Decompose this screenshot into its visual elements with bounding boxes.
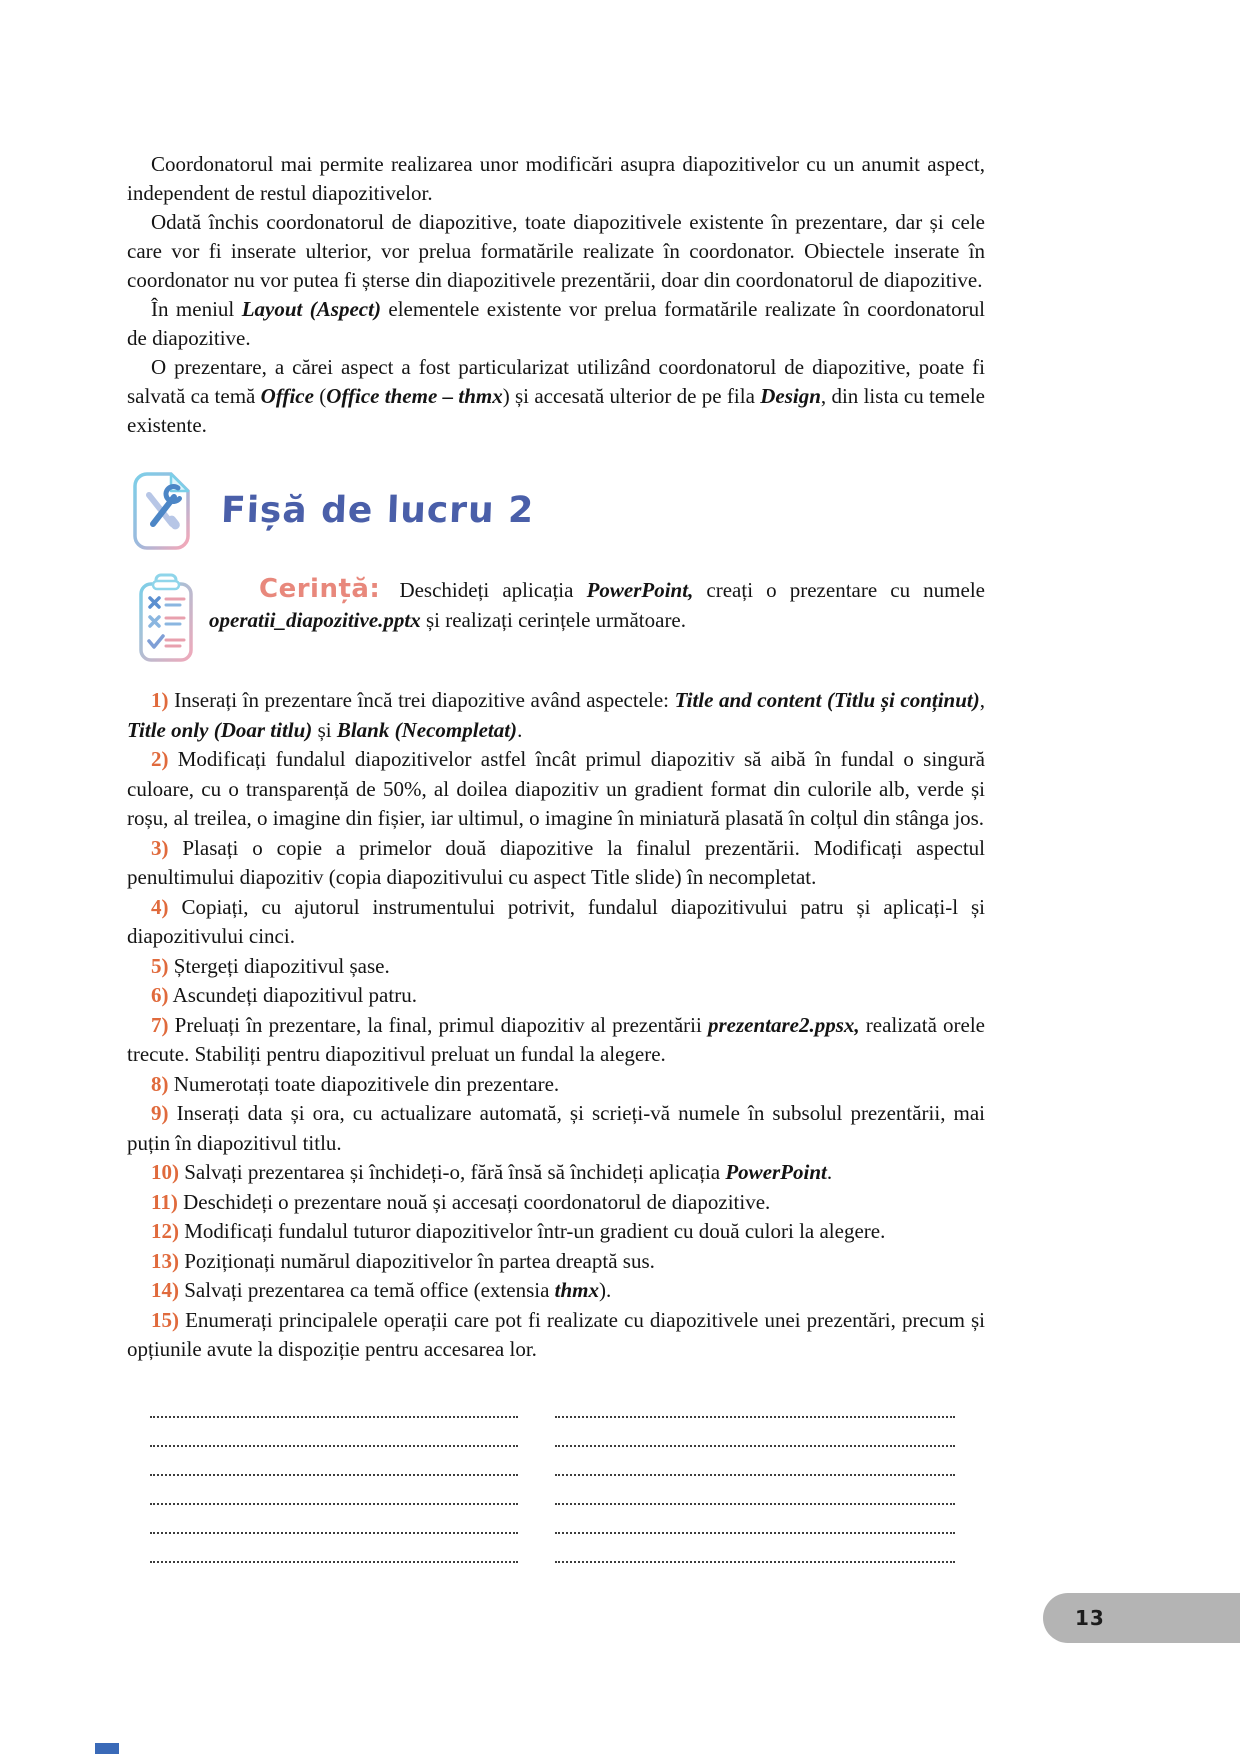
answer-dotted-line (555, 1524, 955, 1534)
task-item: 1) Inserați în prezentare încă trei diapozitive având aspectele: Title and content (Titlu și conținut), Title only (Doar titlu) și Blank (Necompletat). (127, 688, 985, 742)
item-number: 14) (151, 1278, 179, 1302)
task-item: 11) Deschideți o prezentare nouă și accesați coordonatorul de diapozitive. (151, 1189, 771, 1214)
answer-dotted-line (555, 1495, 955, 1505)
item-number: 5) (151, 953, 169, 978)
task-item: 12) Modificați fundalul tuturor diapozitivelor într-un gradient cu două culori la alegere. (151, 1219, 886, 1243)
task-item: 9) Inserați data și ora, cu actualizare automată, și scrieți-vă numele în subsolul prezentării, mai puțin în diapozitivul titlu. (127, 1101, 986, 1155)
page-content (127, 150, 985, 1563)
task-item: 8) Numerotați toate diapozitivele din prezentare. (151, 1071, 560, 1096)
task-block (209, 574, 985, 670)
intro-paragraph: În meniul Layout (Aspect) elementele existente vor prelua formatările realizate în coordonatorul de diapozitive. (127, 297, 985, 350)
answer-row (150, 1447, 985, 1476)
item-number: 13) (151, 1248, 179, 1273)
worksheet-title: Fișă de lucru 2 (220, 489, 535, 531)
task-item: 5) Ștergeți diapozitivul șase. (151, 953, 390, 978)
task-label: Cerință: (259, 574, 381, 604)
intro-paragraph: O prezentare, a cărei aspect a fost particularizat utilizând coordonatorul de diapozitive, poate fi salvată ca temă Office (Office theme – thmx) și accesată ulterior de pe fila Design, din lista cu temele existente. (127, 355, 985, 437)
answer-lines (127, 1389, 985, 1563)
item-number: 3) (151, 835, 169, 860)
task-item: 10) Salvați prezentarea și închideți-o, fără însă să închideți aplicația PowerPoint. (151, 1160, 833, 1184)
item-number: 9) (151, 1101, 169, 1125)
answer-dotted-line (555, 1466, 955, 1476)
task-item: 2) Modificați fundalul diapozitivelor astfel încât primul diapozitiv să aibă în fundal o singură culoare, cu o transparență de 50%, al doilea diapozitiv un gradient format din culorile alb, verde și roșu, al treilea, o imagine din fișier, iar ultimul, o imagine în miniatură plasată în colțul din stânga jos. (127, 747, 985, 830)
item-number: 12) (151, 1219, 179, 1243)
answer-dotted-line (150, 1437, 518, 1447)
answer-row (150, 1418, 985, 1447)
intro-paragraph: Odată închis coordonatorul de diapozitive, toate diapozitivele existente în prezentare, dar și cele care vor fi inserate ulterior, vor prelua formatările realizate în coordonator. Obiectele inserate în coordonator nu vor putea fi șterse din diapozitivele prezentării, doar din coordonatorul de diapozitive. (127, 210, 985, 292)
item-number: 15) (151, 1307, 179, 1332)
item-number: 6) (151, 983, 169, 1007)
task-item: 7) Preluați în prezentare, la final, primul diapozitiv al prezentării prezentare2.ppsx, realizată orele trecute. Stabiliți pentru diapozitivul preluat un fundal la alegere. (127, 1012, 985, 1066)
answer-dotted-line (555, 1437, 955, 1447)
intro-paragraph: Coordonatorul mai permite realizarea unor modificări asupra diapozitivelor cu un anumit aspect, independent de restul diapozitivelor. (127, 152, 985, 205)
item-number: 1) (151, 688, 169, 712)
task-item: 14) Salvați prezentarea ca temă office (extensia thmx). (151, 1278, 612, 1302)
tools-worksheet-icon (131, 467, 193, 553)
answer-dotted-line (150, 1553, 518, 1563)
answer-dotted-line (150, 1408, 518, 1418)
answer-row (150, 1505, 985, 1534)
task-list (127, 686, 985, 1365)
page-number: 13 (1075, 1606, 1105, 1630)
task-item: 3) Plasați o copie a primelor două diapozitive la finalul prezentării. Modificați aspectul penultimului diapozitiv (copia diapozitivului cu aspect Title slide) în necompletat. (127, 835, 986, 889)
answer-dotted-line (150, 1524, 518, 1534)
item-number: 11) (151, 1189, 178, 1214)
answer-dotted-line (150, 1495, 518, 1505)
item-number: 7) (151, 1012, 169, 1037)
task-description: Deschideți aplicația PowerPoint, creați o prezentare cu numele operatii_diapozitive.pptx și realizați cerințele următoare. (209, 578, 985, 632)
answer-row (150, 1476, 985, 1505)
answer-row (150, 1534, 985, 1563)
task-item: 6) Ascundeți diapozitivul patru. (151, 983, 417, 1007)
page-number-pill (1043, 1593, 1240, 1643)
answer-row (150, 1389, 985, 1418)
answer-dotted-line (555, 1408, 955, 1418)
item-number: 2) (151, 747, 169, 771)
task-item: 15) Enumerați principalele operații care pot fi realizate cu diapozitivele unei prezentări, precum și opțiunile avute la dispoziție pentru accesarea lor. (127, 1307, 985, 1361)
item-number: 8) (151, 1071, 169, 1096)
answer-dotted-line (555, 1553, 955, 1563)
task-item: 13) Poziționați numărul diapozitivelor în partea dreaptă sus. (151, 1248, 655, 1273)
item-number: 4) (151, 894, 169, 919)
item-number: 10) (151, 1160, 179, 1184)
task-text (209, 574, 985, 635)
clipboard-checklist-icon (137, 572, 195, 664)
worksheet-header (131, 466, 985, 554)
answer-dotted-line (150, 1466, 518, 1476)
task-item: 4) Copiați, cu ajutorul instrumentului potrivit, fundalul diapozitivului patru și aplicați-l și diapozitivului cinci. (127, 894, 985, 948)
corner-decoration-mark (95, 1743, 119, 1754)
